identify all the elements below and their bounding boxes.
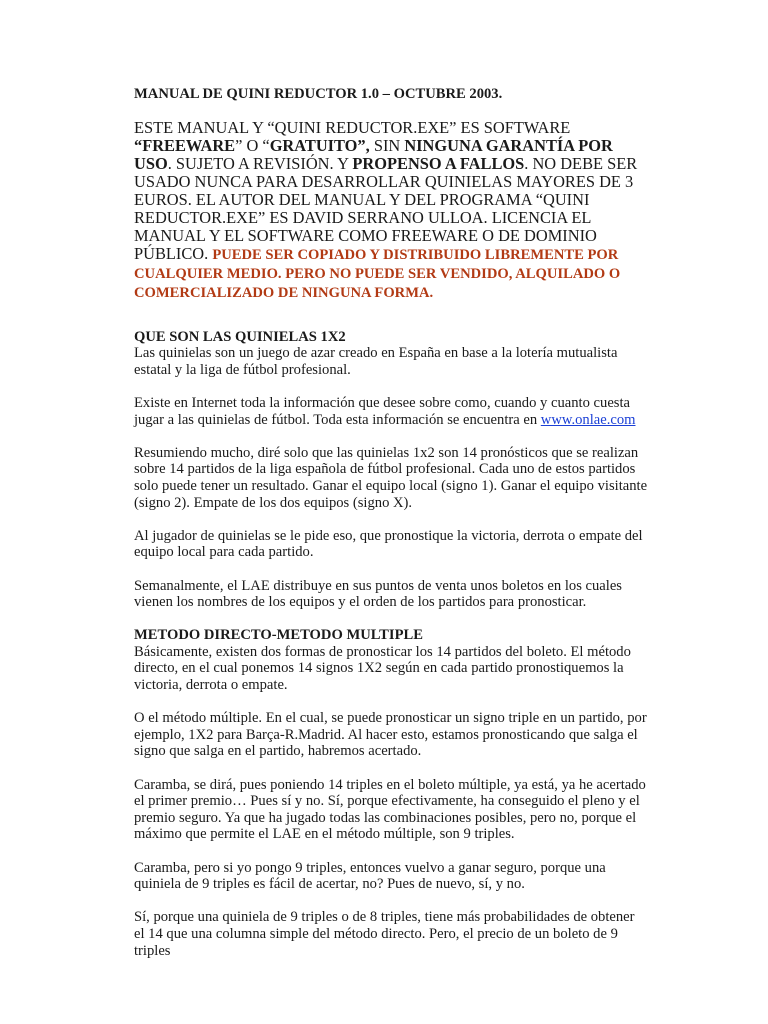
onlae-link[interactable]: www.onlae.com (540, 411, 636, 428)
license-text-5: . NO DEBE SER USADO NUNCA PARA DESARROLLAR QUINIELAS MAYORES DE 3 EUROS. EL AUTOR DEL MANUAL Y DEL PROGRAMA “QUINI REDUCTOR.EXE” ES DAVID SERRANO ULLOA. LICENCIA EL MANUAL Y EL SOFTWARE COMO FREEWARE O DE DOMINIO PÚBLICO. (134, 153, 638, 263)
license-text-2: ” O “ (235, 135, 270, 155)
paragraph: O el método múltiple. En el cual, se puede pronosticar un signo triple en un partido, por ejemplo, 1X2 para Barça-R.Madrid. Al hacer esto, estamos pronosticando que salga el signo que salga en el partido, habremos acertado. (134, 710, 647, 760)
license-bold-freeware: “FREEWARE (134, 135, 236, 155)
paragraph-text: Existe en Internet toda la información que desee sobre como, cuando y cuanto cuesta jugar a las quinielas de fútbol. Toda esta información se encuentra en (134, 394, 631, 428)
paragraph: Resumiendo mucho, diré solo que las quinielas 1x2 son 14 pronósticos que se realizan sobre 14 partidos de la liga española de fútbol profesional. Cada uno de estos partidos solo puede tener un resultado. Ganar el equipo local (signo 1). Ganar el equipo visitante (signo 2). Empate de los dos equipos (signo X). (134, 444, 648, 511)
license-text-1: ESTE MANUAL Y “QUINI REDUCTOR.EXE” ES SOFTWARE (134, 117, 571, 137)
section-heading-metodo: METODO DIRECTO-METODO MULTIPLE (134, 627, 423, 644)
license-paragraph (134, 119, 648, 302)
license-bold-prone-to-fail: PROPENSO A FALLOS (352, 153, 525, 173)
license-text-3: SIN (369, 135, 405, 155)
paragraph: Al jugador de quinielas se le pide eso, que pronostique la victoria, derrota o empate del equipo local para cada partido. (134, 527, 643, 561)
paragraph-with-link (134, 395, 648, 428)
license-bold-no-warranty: NINGUNA GARANTÍA POR USO (134, 135, 613, 173)
paragraph: Sí, porque una quiniela de 9 triples o de 8 triples, tiene más probabilidades de obtener el 14 que una columna simple del método directo. Pero, el precio de un boleto de 9 triples (134, 909, 635, 959)
paragraph: Caramba, se dirá, pues poniendo 14 triples en el boleto múltiple, ya está, ya he acertado el primer premio… Pues sí y no. Sí, porque efectivamente, ha conseguido el pleno y el premio seguro. Ya que ha jugado todas las combinaciones posibles, pero no, porque el máximo que permite el LAE en el método múltiple, son 9 triples. (134, 776, 646, 843)
paragraph: Básicamente, existen dos formas de pronosticar los 14 partidos del boleto. El método directo, en el cual ponemos 14 signos 1X2 según en cada partido pronostiquemos la victoria, derrota o empate. (134, 643, 631, 694)
section-metodo (134, 627, 648, 959)
section-heading-quinielas: QUE SON LAS QUINIELAS 1X2 (134, 328, 346, 345)
paragraph: Las quinielas son un juego de azar creado en España en base a la lotería mutualista estatal y la liga de fútbol profesional. (134, 345, 618, 378)
license-text-4: . SUJETO A REVISIÓN. Y (167, 153, 353, 173)
license-red-notice: PUEDE SER COPIADO Y DISTRIBUIDO LIBREMENTE POR CUALQUIER MEDIO. PERO NO PUEDE SER VENDIDO, ALQUILADO O COMERCIALIZADO DE NINGUNA FORMA. (134, 246, 621, 301)
paragraph: Semanalmente, el LAE distribuye en sus puntos de venta unos boletos en los cuales vienen los nombres de los equipos y el orden de los partidos para pronosticar. (134, 577, 622, 611)
paragraph: Caramba, pero si yo pongo 9 triples, entonces vuelvo a ganar seguro, porque una quiniela de 9 triples es fácil de acertar, no? Pues de nuevo, sí, y no. (134, 859, 606, 893)
document-title: MANUAL DE QUINI REDUCTOR 1.0 – OCTUBRE 2003. (134, 86, 503, 102)
license-bold-gratuito: GRATUITO”, (269, 135, 370, 155)
section-quinielas (134, 329, 648, 611)
